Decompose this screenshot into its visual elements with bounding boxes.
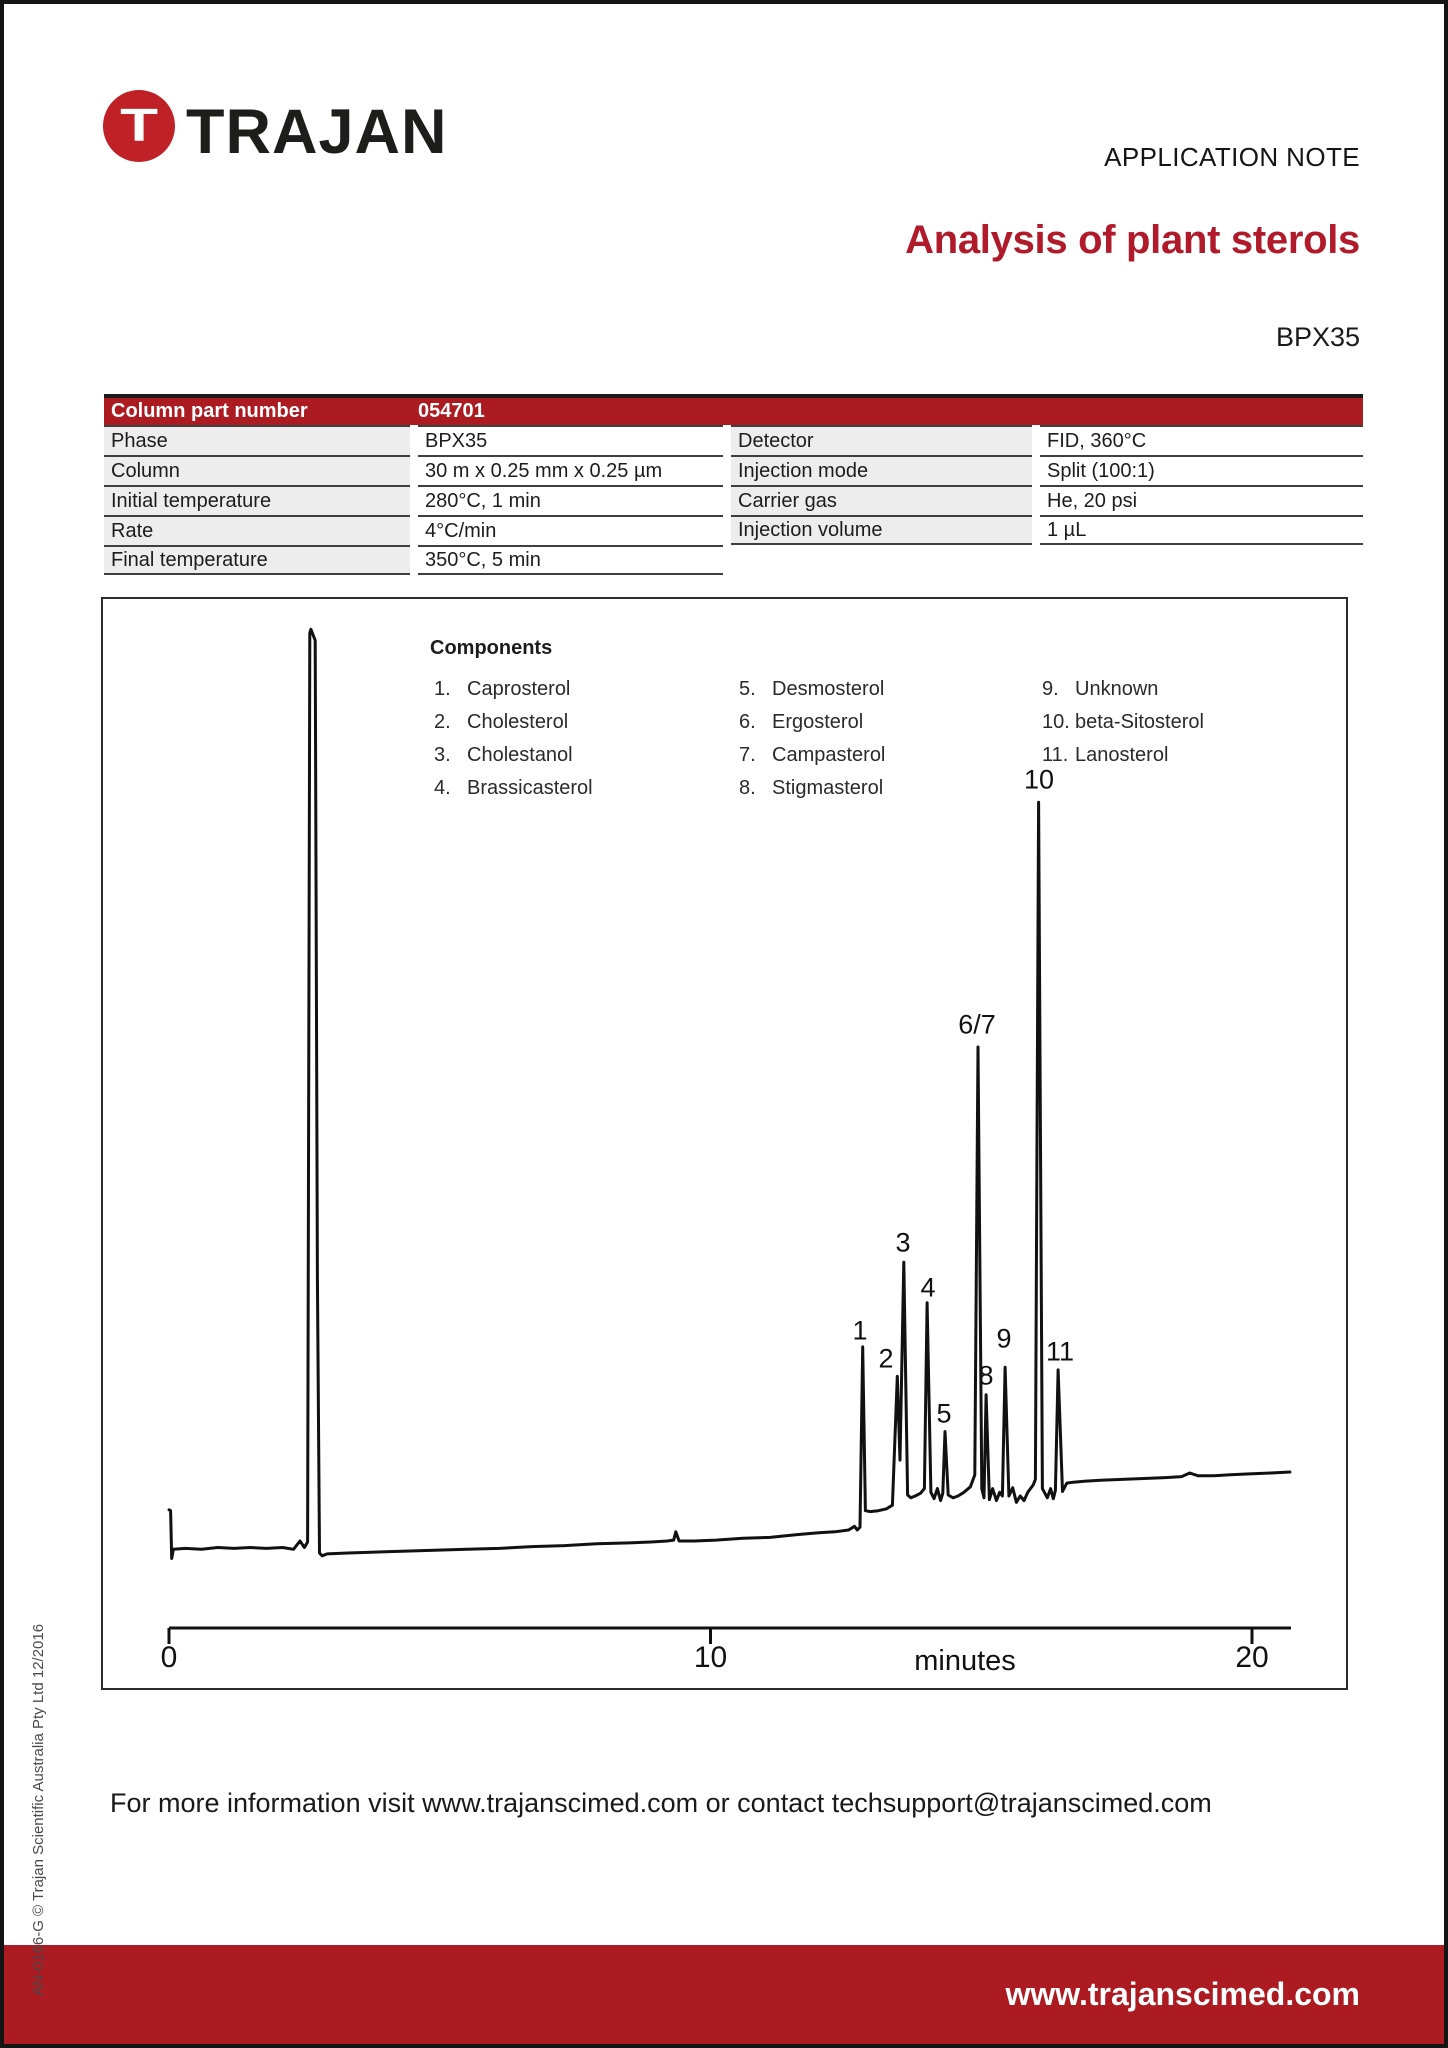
logo-letter: T bbox=[120, 99, 158, 151]
row-value: 350°C, 5 min bbox=[418, 545, 723, 575]
product-name: BPX35 bbox=[1275, 322, 1360, 352]
row-label: Detector bbox=[731, 425, 1032, 455]
peak-label-4: 4 bbox=[920, 1272, 936, 1303]
table-row bbox=[104, 515, 1363, 545]
row-label: Carrier gas bbox=[731, 485, 1032, 515]
peak-label-1: 1 bbox=[852, 1315, 868, 1346]
page-title: Analysis of plant sterols bbox=[905, 218, 1360, 262]
trajan-logo-icon bbox=[103, 90, 175, 162]
peak-label-2: 2 bbox=[878, 1343, 894, 1374]
empty-cell bbox=[731, 545, 1032, 575]
legend-item: 3. Cholestanol bbox=[434, 744, 573, 766]
table-row bbox=[104, 545, 1363, 575]
row-value: 30 m x 0.25 mm x 0.25 µm bbox=[418, 455, 723, 485]
table-header-row bbox=[104, 398, 1363, 425]
components-legend-column bbox=[739, 673, 885, 805]
method-specs-table bbox=[104, 394, 1363, 575]
row-label: Final temperature bbox=[104, 545, 410, 575]
document-type-label: APPLICATION NOTE bbox=[1104, 142, 1360, 172]
components-legend-column bbox=[434, 673, 593, 805]
row-value: 280°C, 1 min bbox=[418, 485, 723, 515]
x-axis-title: minutes bbox=[914, 1645, 1016, 1677]
table-row bbox=[104, 455, 1363, 485]
x-axis bbox=[169, 1628, 1291, 1644]
legend-item: 8. Stigmasterol bbox=[739, 777, 884, 799]
table-row bbox=[104, 485, 1363, 515]
legend-item: 4. Brassicasterol bbox=[434, 777, 593, 799]
x-tick-20: 20 bbox=[1235, 1641, 1269, 1674]
row-value: FID, 360°C bbox=[1040, 425, 1363, 455]
legend-item: 1. Caprosterol bbox=[434, 678, 571, 700]
peak-label-5: 5 bbox=[936, 1398, 952, 1429]
components-legend-title: Components bbox=[430, 637, 553, 659]
peak-label-10: 10 bbox=[1023, 764, 1055, 795]
legend-item: 5. Desmosterol bbox=[739, 678, 885, 700]
row-value: Split (100:1) bbox=[1040, 455, 1363, 485]
row-label: Column bbox=[104, 455, 410, 485]
table-header-label: Column part number bbox=[111, 400, 308, 422]
footer-bar bbox=[4, 1945, 1444, 2044]
row-value: He, 20 psi bbox=[1040, 485, 1363, 515]
website-link[interactable]: www.trajanscimed.com bbox=[1005, 1976, 1360, 2012]
row-label: Phase bbox=[104, 425, 410, 455]
components-legend-column bbox=[1042, 673, 1204, 772]
table-row bbox=[104, 425, 1363, 455]
peak-label-8: 8 bbox=[978, 1360, 994, 1391]
contact-info-line: For more information visit www.trajanscimed.com or contact techsupport@trajanscimed.com bbox=[110, 1788, 1212, 1818]
row-value: 1 µL bbox=[1040, 515, 1363, 545]
legend-item: 9. Unknown bbox=[1042, 678, 1159, 700]
table-header-value: 054701 bbox=[418, 400, 485, 422]
chromatogram-panel bbox=[101, 597, 1348, 1690]
row-value: 4°C/min bbox=[418, 515, 723, 545]
row-label: Rate bbox=[104, 515, 410, 545]
peak-label-3: 3 bbox=[895, 1227, 911, 1258]
peak-label-11: 11 bbox=[1045, 1336, 1075, 1367]
document-id-note: AN-0166-G © Trajan Scientific Australia Pty Ltd 12/2016 bbox=[30, 1623, 47, 1996]
legend-item: 11. Lanosterol bbox=[1042, 744, 1169, 766]
peak-label-9: 9 bbox=[996, 1323, 1012, 1354]
brand-name: TRAJAN bbox=[186, 97, 448, 167]
row-label: Injection volume bbox=[731, 515, 1032, 545]
empty-cell bbox=[1040, 545, 1363, 575]
row-label: Initial temperature bbox=[104, 485, 410, 515]
row-label: Injection mode bbox=[731, 455, 1032, 485]
x-tick-10: 10 bbox=[693, 1641, 728, 1674]
legend-item: 6. Ergosterol bbox=[739, 711, 864, 733]
legend-item: 10. beta-Sitosterol bbox=[1042, 711, 1204, 733]
legend-item: 7. Campasterol bbox=[739, 744, 886, 766]
x-tick-0: 0 bbox=[160, 1641, 178, 1674]
legend-item: 2. Cholesterol bbox=[434, 711, 569, 733]
peak-label-6-7: 6/7 bbox=[958, 1009, 996, 1040]
row-value: BPX35 bbox=[418, 425, 723, 455]
